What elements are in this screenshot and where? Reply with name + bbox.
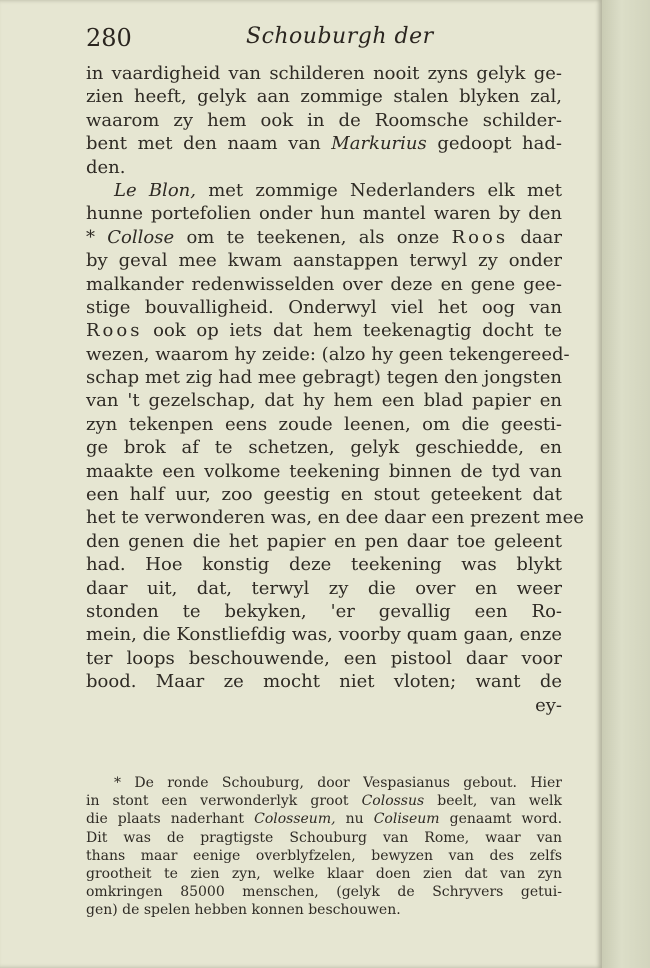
footnote-line: gen) de spelen hebben konnen beschouwen. [86, 902, 401, 919]
text-span: genaamt word. [449, 811, 563, 828]
footnote-line: * De ronde Schouburg, door Vespasianus gebout. Hier [114, 775, 562, 791]
text-line: waarom zy hem ook in de Roomsche schilder- [86, 109, 562, 131]
text-line: had. Hoe konstig deze teekening was blykt [86, 554, 562, 576]
text-line: den genen die het papier en pen daar toe geleent [86, 530, 562, 552]
text-line: ter loops beschouwende, een pistool daar voor [86, 647, 562, 669]
footnote-line: thans maar eenige overblyfzelen, bewyzen van des zelfs [86, 847, 562, 864]
text-line: stonden te bekyken, 'er gevallig een Ro- [86, 600, 562, 622]
footnote-line: omkringen 85000 menschen, (gelyk de Schryvers getui- [86, 884, 562, 901]
text-line [86, 179, 562, 202]
text-span: nu [345, 811, 364, 828]
text-line [86, 319, 562, 342]
footnote [86, 774, 562, 920]
text-line: een half uur, zoo geestig en stout geteekent dat [86, 484, 562, 506]
footnote-line: Dit was de pragtigste Schouburg van Rome, waar van [86, 829, 562, 846]
footnote-line: grootheit te zien zyn, welke klaar doen zien dat van zyn [86, 865, 562, 882]
text-line: mein, die Konstliefdig was, voorby quam gaan, enze [86, 624, 562, 646]
adjacent-page-edge [602, 0, 650, 968]
italic-name-markurius: Markurius [331, 133, 427, 155]
page-number: 280 [86, 24, 132, 52]
text-line: van 't gezelschap, dat hy hem een blad papier en [86, 390, 562, 412]
italic-term-colossus: Colossus [361, 793, 425, 810]
text-line: zien heeft, gelyk aan zommige stalen blyken zal, [86, 86, 562, 108]
page-header [86, 24, 546, 56]
italic-term-colosseum: Colosseum, [254, 811, 336, 828]
text-line: in vaardigheid van schilderen nooit zyns gelyk ge- [86, 63, 562, 84]
text-line: het te verwonderen was, en dee daar een prezent mee [86, 507, 584, 529]
text-line [86, 226, 562, 249]
text-line: daar uit, dat, terwyl zy die over en weer [86, 577, 562, 599]
body-text [86, 62, 584, 717]
spaced-name-roos: Roos [451, 226, 509, 248]
text-line: hunne portefolien onder hun mantel waren by den [86, 203, 562, 225]
text-line: maakte een volkome teekening binnen de tyd van [86, 460, 562, 482]
text-line: ge brok af te schetzen, gelyk geschiedde, en [86, 437, 562, 459]
text-line: stige bouvalligheid. Onderwyl viel het oog van [86, 296, 562, 318]
text-line: by geval mee kwam aanstappen terwyl zy onder [86, 250, 562, 272]
catchword: ey- [535, 694, 562, 716]
text-span: beelt, van welk [437, 793, 563, 810]
text-span: om te teekenen, als onze [186, 226, 440, 248]
italic-name-le-blon: Le Blon, [114, 179, 196, 201]
text-span: die plaats naderhant [86, 811, 245, 828]
text-line: malkander redenwisselden over deze en gene gee- [86, 273, 562, 295]
text-line: wezen, waarom hy zeide: (alzo hy geen tekengereed- [86, 343, 570, 365]
text-span: ook op iets dat hem teekenagtig docht te [153, 320, 562, 342]
text-span: bent met den naam van [86, 133, 321, 155]
spaced-name-roos: Roos [86, 320, 143, 342]
text-line: schap met zig had mee gebragt) tegen den jongsten [86, 367, 562, 389]
running-head: Schouburgh der [246, 24, 434, 49]
text-line [86, 132, 562, 155]
footnote-line [86, 792, 562, 810]
text-span: in stont een verwonderlyk groot [86, 793, 349, 810]
text-line: den. [86, 156, 126, 178]
footnote-line [86, 810, 562, 828]
text-line: bood. Maar ze mocht niet vloten; want de [86, 671, 562, 693]
text-line: zyn tekenpen eens zoude leenen, om die geesti- [86, 413, 562, 435]
italic-term-coliseum: Coliseum [373, 811, 440, 828]
footnote-marker-collose: * Collose [86, 226, 175, 248]
text-span: met zommige Nederlanders elk met [208, 179, 562, 201]
text-span: gedoopt had- [437, 133, 562, 155]
text-span: daar [520, 226, 562, 248]
